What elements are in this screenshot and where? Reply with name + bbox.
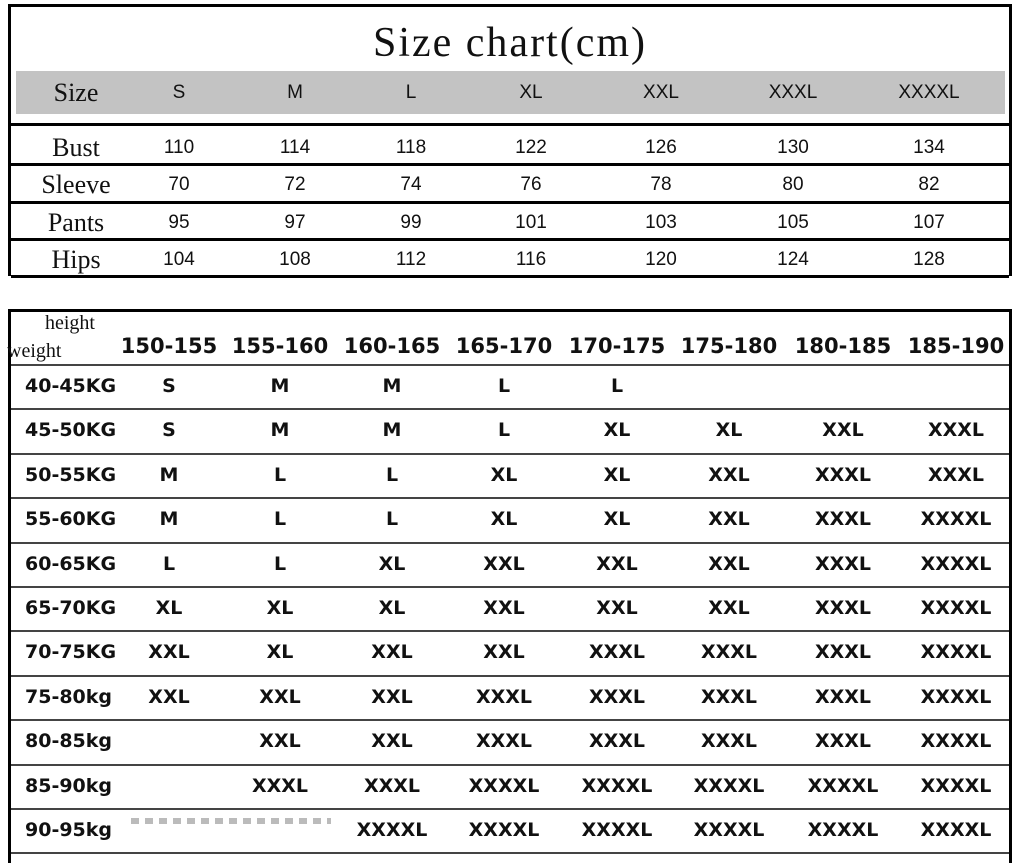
size-row-value: 80 [782,174,804,195]
size-row-value: 72 [284,174,306,195]
fit-size-cell: XXL [708,508,750,531]
size-chart-table [8,4,1012,276]
size-row-value: 74 [400,174,422,195]
fit-size-cell: XXL [259,730,301,753]
fit-size-cell: XXXL [814,508,872,531]
fit-size-cell: XXL [148,685,190,708]
size-header-row [16,71,1005,114]
fit-size-cell: XXXL [814,685,872,708]
size-row [11,205,1009,241]
fit-size-cell: L [273,463,287,486]
corner-weight-label: weight [7,340,62,362]
size-row-value: 134 [913,137,945,158]
fit-size-cell: XL [715,419,743,442]
fit-size-cell: XL [603,419,631,442]
weight-row-label: 55-60KG [25,508,117,531]
size-row-value: 70 [168,174,190,195]
weight-row-label: 45-50KG [25,419,117,442]
fit-size-cell: XXXXL [807,774,879,797]
weight-row-label: 50-55KG [25,463,117,486]
size-row-value: 130 [777,137,809,158]
size-header-cell: M [287,82,303,103]
fit-size-cell: XXXXL [920,685,992,708]
fit-size-cell: XXXXL [356,819,428,841]
fit-size-cell: XXXL [588,641,646,664]
fit-size-cell: XXXXL [920,819,992,841]
fit-size-cell: M [382,375,402,397]
size-row-value: 128 [913,249,945,270]
size-row-value: 124 [777,249,809,270]
row-divider [11,852,1009,854]
size-header-cell: XXXXL [898,82,960,103]
fit-size-cell: XL [603,463,631,486]
fit-size-cell: XXXXL [693,774,765,797]
height-header-cell: 180-185 [794,334,892,358]
size-row-value: 114 [279,137,311,158]
size-row-label: Pants [47,208,105,237]
fit-size-cell: XXXL [700,685,758,708]
size-row-value: 82 [918,174,940,195]
weight-row-label: 60-65KG [25,552,117,575]
fit-size-cell: XXXL [363,774,421,797]
height-header-cell: 150-155 [120,334,218,358]
size-chart-title: Size chart(cm) [372,20,648,66]
size-row-value: 99 [400,212,422,233]
fit-size-cell: M [159,463,179,486]
size-header-cell: XXL [643,82,679,103]
weight-row-label: 65-70KG [25,597,117,619]
size-header-cell: XL [519,82,543,103]
fit-size-cell: S [162,419,176,442]
fit-size-cell: L [273,552,287,575]
size-row-value: 108 [279,249,311,270]
fit-size-cell: XL [603,508,631,531]
fit-size-cell: L [162,552,176,575]
size-header-cell: L [405,82,417,103]
fit-size-cell: XL [378,597,406,619]
fit-size-cell: XL [266,597,294,619]
fit-size-cell: XXL [148,641,190,664]
size-row-value: 107 [913,212,945,233]
height-header-cell: 160-165 [343,334,441,358]
fit-size-cell: XXL [708,552,750,575]
fit-size-cell: L [610,375,624,397]
size-row-value: 126 [645,137,677,158]
weight-row-label: 90-95kg [25,819,113,841]
fit-size-cell: XXXXL [920,552,992,575]
size-header-label: Size [53,78,99,107]
height-header-cell: 175-180 [680,334,778,358]
weight-row-label: 75-80kg [25,685,113,708]
corner-height-label: height [45,312,95,334]
fit-size-cell: XXXL [588,685,646,708]
weight-row-label: 80-85kg [25,730,113,753]
fit-size-cell: XXXXL [920,774,992,797]
size-row-value: 95 [168,212,190,233]
fit-size-cell: XL [490,508,518,531]
fit-size-cell: L [273,508,287,531]
fit-size-cell: M [382,419,402,442]
fit-size-cell: XXXXL [920,730,992,753]
fit-size-cell: M [270,419,290,442]
fit-size-cell: XXL [483,597,525,619]
fit-size-cell: XL [490,463,518,486]
weight-row-label: 40-45KG [25,375,117,397]
fit-size-cell: XL [155,597,183,619]
fit-size-cell: L [497,419,511,442]
fit-size-cell: L [497,375,511,397]
fit-size-cell: XXL [371,685,413,708]
fit-size-cell: M [159,508,179,531]
weight-row-label: 70-75KG [25,641,117,664]
size-header-cell: XXXL [768,82,818,103]
row-divider [11,123,1009,126]
fit-size-cell: L [385,463,399,486]
fit-size-cell: XXL [371,641,413,664]
size-row-label: Sleeve [41,170,111,199]
fit-size-cell: XXXL [475,685,533,708]
size-row-value: 118 [395,137,427,158]
fit-size-cell: XXL [596,552,638,575]
fit-size-cell: XXXXL [468,774,540,797]
size-row-value: 97 [284,212,306,233]
size-row-value: 76 [520,174,542,195]
size-row-value: 116 [515,249,547,270]
fit-chart-table [8,309,1012,863]
fit-size-cell: XXL [822,419,864,442]
fit-size-cell: XXXL [814,730,872,753]
fit-size-cell: XXXXL [581,819,653,841]
faint-marks [131,818,331,824]
fit-size-cell: L [385,508,399,531]
fit-size-cell: XXL [596,597,638,619]
size-row [11,242,1009,278]
height-header-cell: 170-175 [568,334,666,358]
fit-size-cell: XXL [708,463,750,486]
fit-size-cell: XXXL [251,774,309,797]
fit-size-cell: XXXL [814,463,872,486]
fit-size-cell: XL [378,552,406,575]
fit-size-cell: XXXXL [693,819,765,841]
fit-size-cell: XXXL [700,730,758,753]
fit-size-cell: XXL [371,730,413,753]
size-row-value: 110 [163,137,195,158]
fit-size-cell: XXXL [927,463,985,486]
fit-size-cell: XXXL [814,552,872,575]
fit-size-cell: XL [266,641,294,664]
fit-size-cell: M [270,375,290,397]
fit-size-cell: XXXXL [920,508,992,531]
fit-size-cell: XXL [708,597,750,619]
height-header-cell: 185-190 [907,334,1005,358]
fit-size-cell: S [162,375,176,397]
size-header-cell: S [172,82,186,103]
fit-size-cell: XXXXL [807,819,879,841]
fit-size-cell: XXXL [475,730,533,753]
fit-size-cell: XXXL [814,597,872,619]
fit-size-cell: XXL [483,552,525,575]
size-row-value: 103 [645,212,677,233]
size-row-value: 105 [777,212,809,233]
weight-row-label: 85-90kg [25,774,113,797]
fit-size-cell: XXXXL [920,641,992,664]
fit-size-cell: XXXL [814,641,872,664]
size-row-value: 120 [645,249,677,270]
size-row [11,130,1009,166]
fit-size-cell: XXXL [700,641,758,664]
height-header-cell: 165-170 [455,334,553,358]
fit-size-cell: XXXXL [468,819,540,841]
size-row-label: Hips [51,245,101,274]
size-row-value: 112 [395,249,427,270]
fit-size-cell: XXXL [927,419,985,442]
fit-size-cell: XXXXL [581,774,653,797]
size-row-value: 78 [650,174,672,195]
size-row-value: 101 [515,212,547,233]
fit-size-cell: XXL [483,641,525,664]
size-row-value: 122 [515,137,547,158]
fit-size-cell: XXXXL [920,597,992,619]
height-header-cell: 155-160 [231,334,329,358]
size-row-value: 104 [163,249,195,270]
size-row-label: Bust [52,133,100,162]
fit-size-cell: XXL [259,685,301,708]
size-row [11,167,1009,203]
fit-size-cell: XXXL [588,730,646,753]
